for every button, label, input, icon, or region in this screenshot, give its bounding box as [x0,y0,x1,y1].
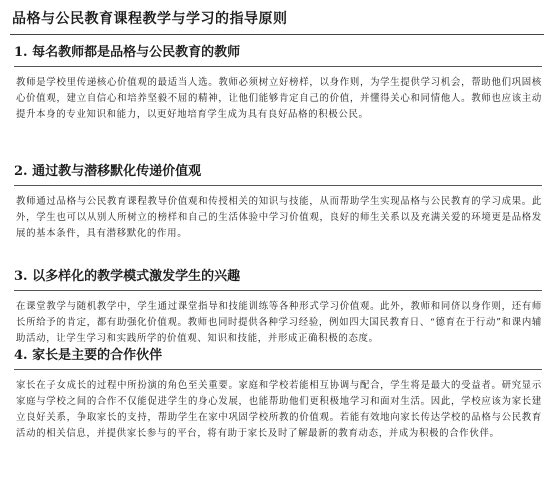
section-2 [10,163,542,242]
section-heading: 2. 通过教与潜移默化传递价值观 [14,163,542,186]
section-body: 教师是学校里传递核心价值观的最适当人选。教师必须树立好榜样，以身作则，为学生提供学习机会，帮助他们巩固核心价值观，建立自信心和培养坚毅不屈的精神，让他们能够肯定自己的价值，并懂得关心和同情他人。教师也应该主动提升本身的专业知识和能力，以更好地培育学生成为具有良好品格的积极公民。 [16,77,542,120]
title-divider [10,34,544,35]
section-heading: 4. 家长是主要的合作伙伴 [14,347,542,370]
section-body: 家长在子女成长的过程中所扮演的角色至关重要。家庭和学校若能相互协调与配合，学生将是最大的受益者。研究显示家庭与学校之间的合作不仅能促进学生的身心发展，也能帮助他们更积极地学习和面对生活。因此，学校应该为家长建立良好关系，争取家长的支持，帮助学生在家中巩固学校所教的价值观。若能有效地向家长传达学校的品格与公民教育活动的相关信息，并提供家长参与的平台，将有助于家长及时了解最新的教育动态，并成为积极的合作伙伴。 [16,380,542,439]
section-body: 在课堂教学与随机教学中，学生通过课堂指导和技能训练等各种形式学习价值观。此外，教师和同侪以身作则，还有师长所给予的肯定，都有助强化价值观。教师也同时提供各种学习经验，例如四大国民教育日、“德育在于行动”和课内辅助活动，让学生学习和实践所学的价值观、知识和技能，并形成正确积极的态度。 [16,301,542,344]
section-heading: 3. 以多样化的教学模式激发学生的兴趣 [14,268,542,291]
section-heading: 1. 每名教师都是品格与公民教育的教师 [14,44,542,67]
document-title: 品格与公民教育课程教学与学习的指导原则 [12,11,288,27]
section-3 [10,268,542,347]
section-1 [10,44,542,123]
section-body: 教师通过品格与公民教育课程教导价值观和传授相关的知识与技能，从而帮助学生实现品格与公民教育的学习成果。此外，学生也可以从别人所树立的榜样和自己的生活体验中学习价值观，良好的师生关系以及充满关爱的环境更是品格发展的基本条件，具有潜移默化的作用。 [16,196,542,239]
section-4 [10,347,542,442]
